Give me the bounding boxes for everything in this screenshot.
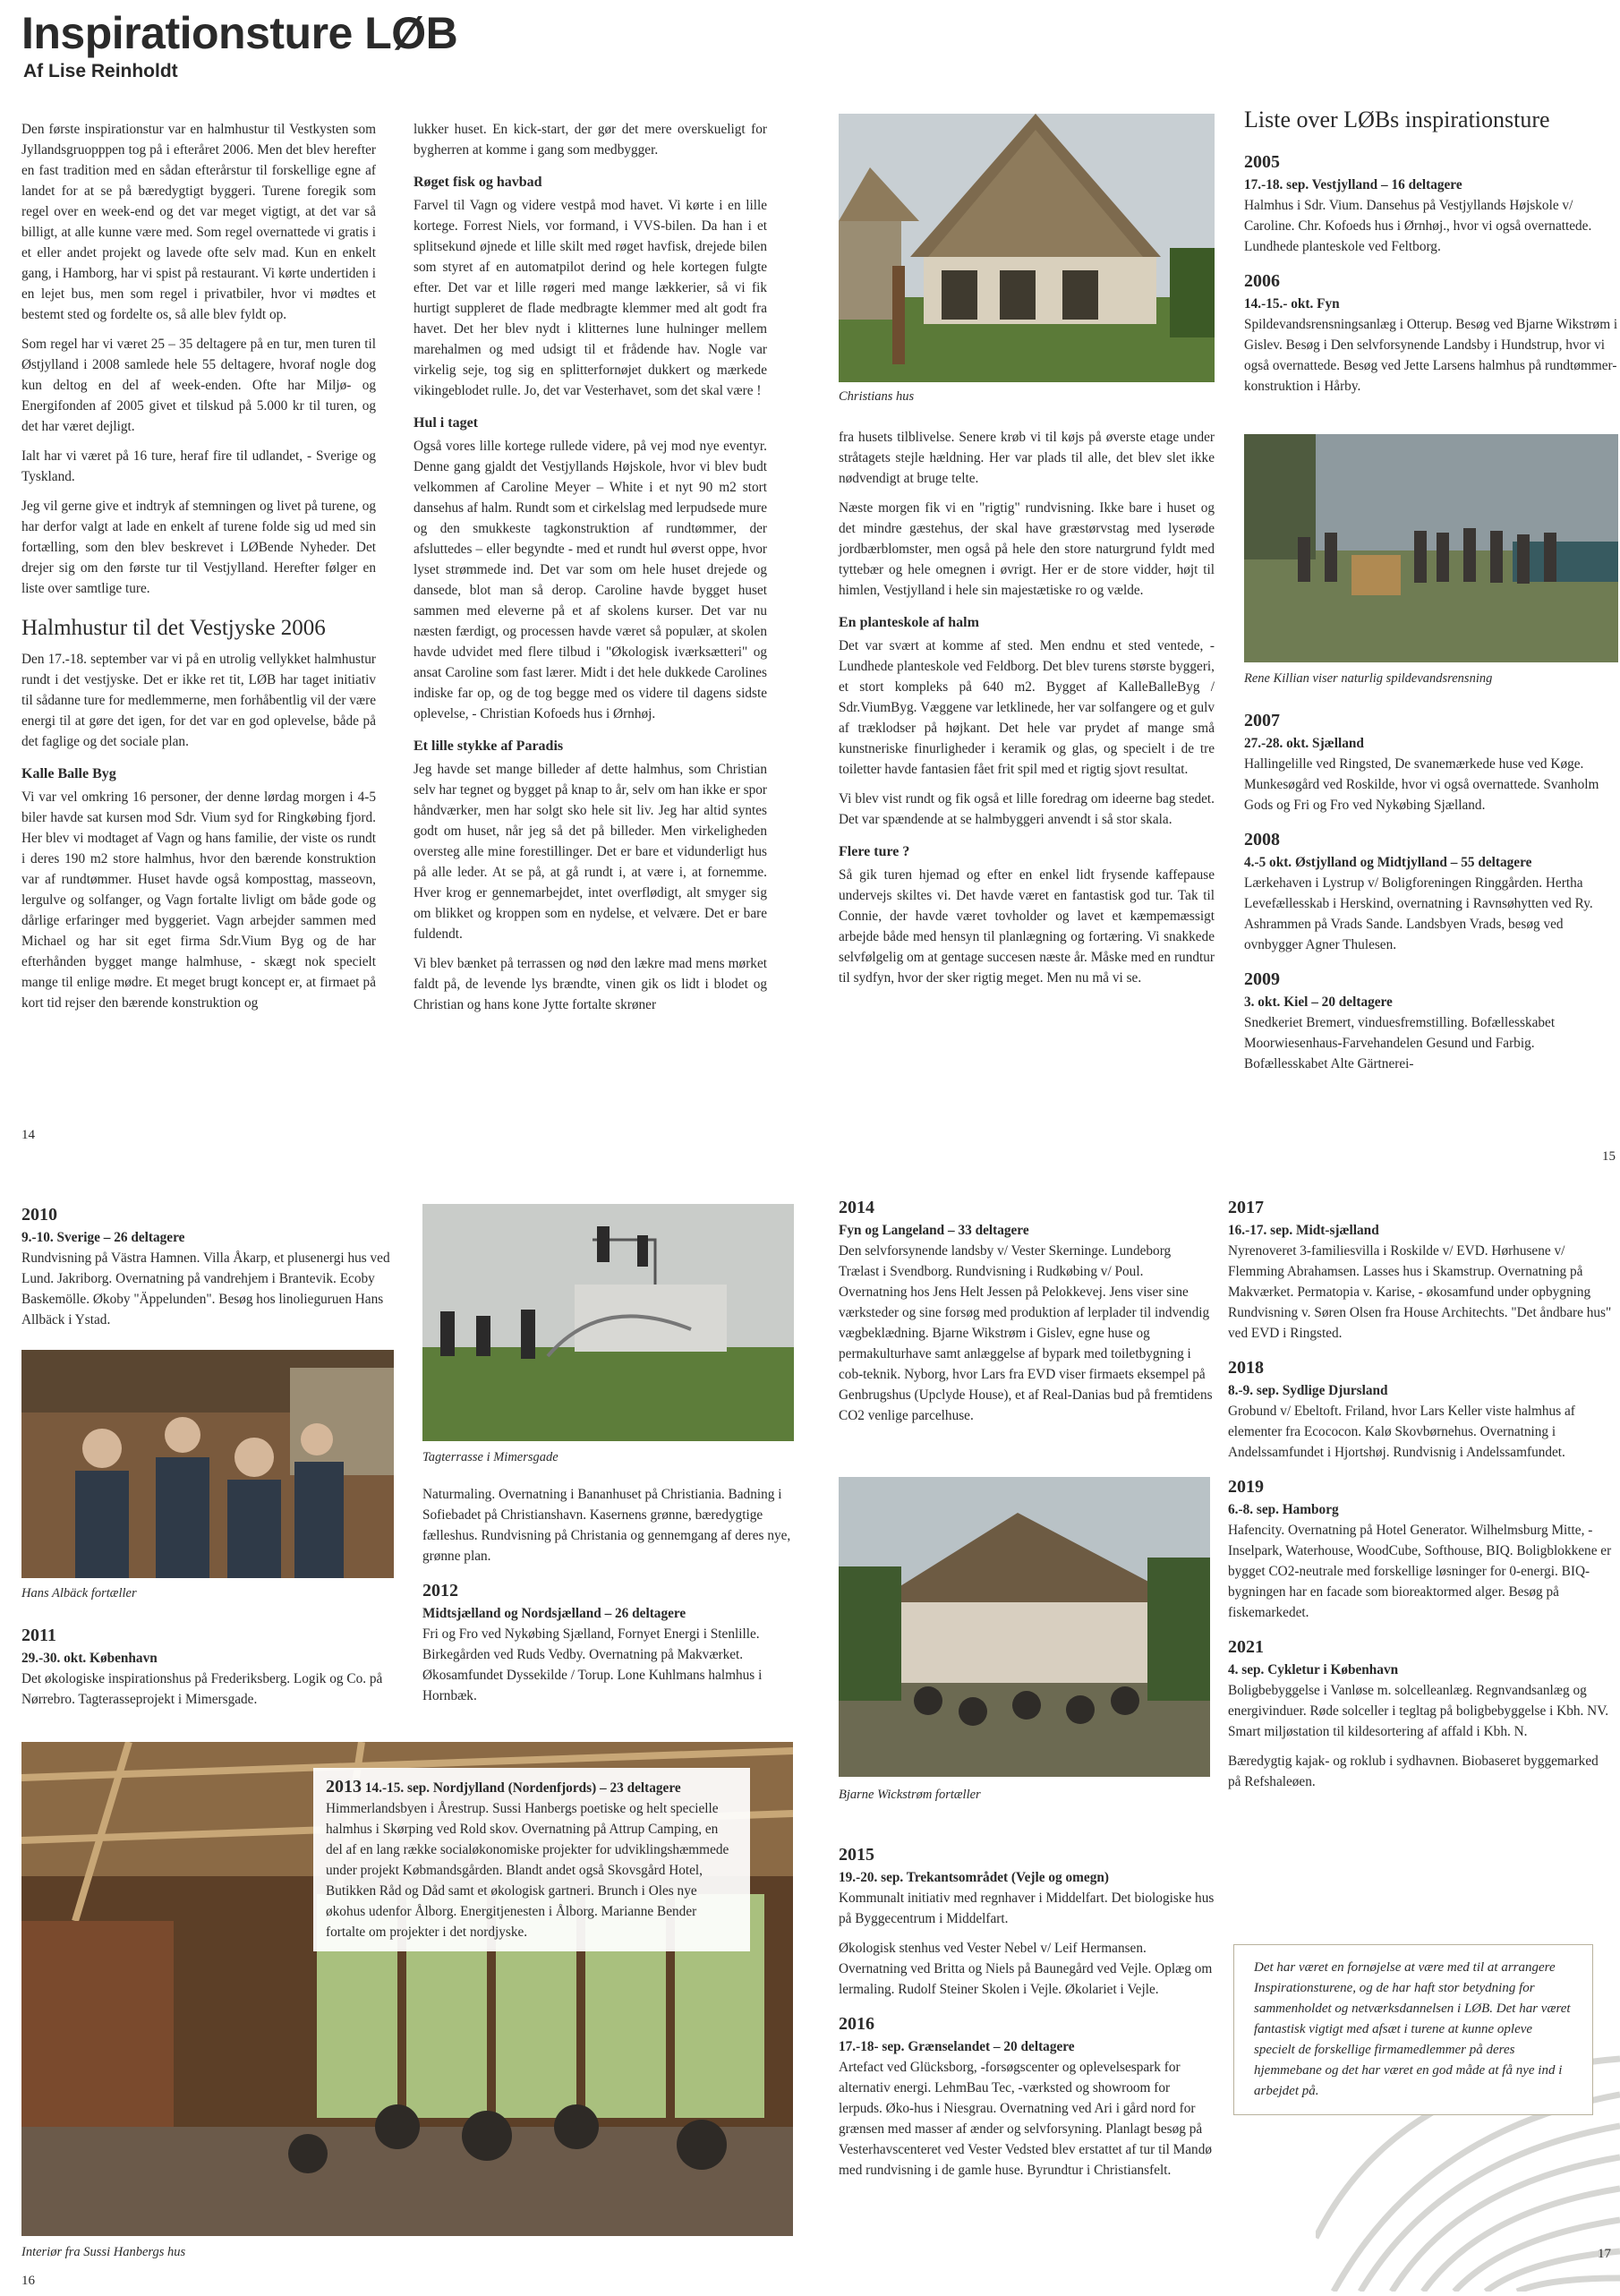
year-heading: 2013 (326, 1777, 362, 1797)
tour-description: Rundvisning på Västra Hamnen. Villa Åkarp, et plusenergi hus ved Lund. Jakriborg. Overnatning på vandrehjem i Brantevik. Ecoby Baskemölle. Økoby "Äppelunden". Besøg hos linolieguruen Hans Allbäck i Ystad. (21, 1250, 390, 1327)
page-number: 14 (21, 1128, 35, 1142)
tour-description: Halmhus i Sdr. Vium. Dansehus på Vestjyllands Højskole v/ Caroline. Chr. Kofoeds hus i Ørnhøj., hvor vi også overnattede. Lundhede planteskole ved Feltborg. (1244, 198, 1592, 254)
photo-christians-hus (839, 114, 1215, 382)
year-heading: 2008 (1244, 830, 1280, 849)
paragraph: Vi blev bænket på terrassen og nød den lækre mad mens mørket faldt på, de levende lys brændte, vinen gik os lidt i blodet og Christian og hans kone Jytte fortalte skrøner (414, 956, 767, 1012)
tour-event: 14.-15.- okt. Fyn (1244, 296, 1340, 312)
paragraph: Den 17.-18. september var vi på en utrolig vellykket halmhustur rundt i det vestjyske. Det er ikke ret tit, LØB har taget initiativ til sådanne ture for medlemmerne, men forhåbentlig vil der være energi til at gøre det igen, for det var en god oplevelse, både på det faglige og det sociale plan. (21, 652, 376, 749)
tour-description: Bæredygtig kajak- og roklub i sydhavnen. Biobaseret byggemarked på Refshaleøen. (1228, 1754, 1599, 1789)
year-heading: 2011 (21, 1626, 56, 1645)
year-heading: 2012 (422, 1581, 458, 1600)
list-title: Liste over LØBs inspirationsture (1244, 107, 1550, 132)
author-byline: Af Lise Reinholdt (23, 61, 178, 81)
tour-event: 17.-18. sep. Vestjylland – 16 deltagere (1244, 177, 1462, 192)
tour-list-2012 (422, 1484, 797, 1706)
intro-paragraph: Som regel har vi været 25 – 35 deltagere på en tur, men turen til Østjylland i 2008 samlede hele 55 deltagere, hvoraf nogle dog kun deltog en del af week-enden. Ofte har Miljø- og Energifonden af 2005 givet et tilskud på 5.000 kr til turen, og det har været dejligt. (21, 337, 376, 434)
year-heading: 2009 (1244, 969, 1280, 989)
tour-description: Himmerlandsbyen i Årestrup. Sussi Hanbergs poetiske og helt specielle halmhus i Skørping ved Rold skov. Overnatning på Attrup Camping, en del af en lang række socialøkonomiske projekter for udviklingshæmmede under projekt Købmandsgården. Blandt andet også Skovsgård Hotel, Butikken Råd og Dåd samt et økologisk gartneri. Brunch i Oles nye økohus udenfor Ålborg. Energitjenesten i Ålborg. Marianne Bender fortalte om projekter i det nordjyske. (326, 1801, 729, 1940)
photo-caption: Tagterrasse i Mimersgade (422, 1450, 558, 1464)
tour-list-2017-2021 (1228, 1183, 1615, 1792)
tour-list-2011 (21, 1611, 397, 1710)
page-title: Inspirationsture LØB (21, 8, 458, 58)
tour-description: Artefact ved Glücksborg, -forsøgscenter og oplevelsespark for alternativ energi. LehmBau Tec, -værksted og showroom for lerpuds. Øko-hus i Niesgrau. Overnatning ved Ari i gård nord for grænsen med masser af ænder og selvforsyning. Planlagt besøg på Vesterhavscenteret ved Vester Vedsted blev erstattet af tur til Mandø med rundvisning i de gamle huse. Byrundtur i Christiansfelt. (839, 2060, 1212, 2178)
tour-event: 6.-8. sep. Hamborg (1228, 1502, 1339, 1517)
article-column-3 (839, 427, 1215, 997)
photo-caption: Rene Killian viser naturlig spildevandsrensning (1244, 671, 1493, 686)
paragraph: fra husets tilblivelse. Senere krøb vi til køjs på øverste etage under stråtagets stejle hældning. Her var plads til alle, det blev slet ikke nødvendigt at bruge telte. (839, 430, 1215, 486)
subheading: Hul i taget (414, 415, 478, 431)
paragraph: Vi blev vist rundt og fik også et lille foredrag om ideerne bag stedet. Det var spændende at se halmbyggeri anvendt i så stor skala. (839, 791, 1215, 827)
tour-event: 17.-18- sep. Grænselandet – 20 deltagere (839, 2039, 1075, 2054)
year-heading: 2016 (839, 2014, 874, 2034)
tour-event: 27.-28. okt. Sjælland (1244, 736, 1364, 751)
page-number: 16 (21, 2274, 35, 2288)
tour-event: 29.-30. okt. København (21, 1651, 158, 1666)
subheading: Kalle Balle Byg (21, 766, 116, 781)
photo-tagterrasse (422, 1204, 794, 1441)
paragraph: lukker huset. En kick-start, der gør det mere overskueligt for bygherren at komme i gang som medbygger. (414, 122, 767, 158)
tour-description: Kommunalt initiativ med regnhaver i Middelfart. Det biologiske hus på Byggecentrum i Middelfart. (839, 1891, 1215, 1926)
photo-caption: Hans Albäck fortæller (21, 1586, 137, 1600)
subheading: Røget fisk og havbad (414, 175, 542, 190)
paragraph: Jeg havde set mange billeder af dette halmhus, som Christian selv har tegnet og bygget på knap to år, selv om han ikke er spor håndværker, men har solgt sko hele sit liv. Jeg har altid syntes godt om huset, når jeg så det på billeder. Men virkeligheden oversteg alle mine forestillinger. Det er bare et vidunderligt hus på alle leder. At se på, at gå rundt i, at være i, at fornemme. Hver krog er gennemarbejdet, intet overflødigt, alt smyger sig om blikket og kroppen som en nydelse, et velvære. Det er bare fuldendt. (414, 762, 767, 942)
tour-description: Hafencity. Overnatning på Hotel Generator. Wilhelmsburg Mitte, - Inselpark, Waterhouse, WoodCube, Softhouse, BIQ. Boligblokkene er bygget CO2-neutrale med forskellige løsninger for 0-energi. BIQ-bygningen har en facade som bioreaktormed alger. Besøg på fiskemarkedet. (1228, 1523, 1612, 1620)
paragraph: Næste morgen fik vi en "rigtig" rundvisning. Ikke bare i huset og det mindre gæstehus, der skal have græstørvstag med lyserøde jordbærblomster, men også på hele den store naturgrund fyldt med tyttebær og hele omegnen i øvrigt. Her er de store vidder, højt til himlen, Vestjylland i hele sin majestætiske ro og vælde. (839, 500, 1215, 598)
year-heading: 2015 (839, 1845, 874, 1865)
tour-event: 4. sep. Cykletur i København (1228, 1662, 1399, 1677)
paragraph: Det var svært at komme af sted. Men endnu et sted ventede, - Lundhede planteskole ved Feldborg. Det blev turens største byggeri, et stort kompleks på 640 m2. Bygget af KalleBalleByg / Sdr.ViumByg. Væggene var letklinede, her var solfangere og et gulv af træklodser på højkant. Det hele var prydet af mange små kunstneriske finurligheder i keramik og glas, og specielt i de tre toiletter havde fantasien fået frit spil med et rigtig sjovt resultat. (839, 638, 1215, 777)
article-column-1 (21, 119, 376, 1022)
tour-event: Midtsjælland og Nordsjælland – 26 deltagere (422, 1606, 686, 1621)
subheading: Et lille stykke af Paradis (414, 738, 564, 754)
tour-event: 9.-10. Sverige – 26 deltagere (21, 1230, 185, 1245)
tour-event: 8.-9. sep. Sydlige Djursland (1228, 1383, 1388, 1398)
intro-paragraph: Jeg vil gerne give et indtryk af stemningen og livet på turene, og har derfor valgt at lade en enkelt af turene folde sig ud med sin fortælling, som den blev beskrevet i LØBende Nyheder. Det drejer sig om den første tur til Vestjylland. Herefter følger en liste over samtlige ture. (21, 499, 376, 596)
tour-list-2013 (313, 1768, 750, 1951)
quote-box (1233, 1944, 1593, 2115)
year-heading: 2018 (1228, 1358, 1264, 1378)
page-number: 17 (1598, 2247, 1611, 2261)
tour-list-2014 (839, 1183, 1215, 1426)
intro-paragraph: Den første inspirationstur var en halmhustur til Vestkysten som Jyllandsgruopppen tog på i efteråret 2006. Men det blev herefter en fast tradition med en sådan efterårstur til forskellige egne af landet for at se på bæredygtigt byggeri. Turene foregik som regel over en week-end og det var meget vigtigt, at det var så billigt, at alle kunne være med. Som regel overnattede vi gratis i et eller andet projekt og lavede ofte selv mad. Kun en enkelt gang, i Hamborg, har vi spist på restaurant. Vi kørte undertiden i en lejet bus, men som regel i privatbiler, hvor vi mødtes et bestemt sted og fordelte os, så alle blev fyldt op. (21, 122, 376, 322)
page-number: 15 (1602, 1149, 1616, 1164)
photo-hans-alback (21, 1350, 394, 1578)
tour-description: Boligbebyggelse i Vanløse m. solcelleanlæg. Regnvandsanlæg og energivinduer. Røde solceller i tegltag på boligbebyggelse i Kbh. NV. Smart miljøstation til kildesortering af affald i Kbh. N. (1228, 1683, 1609, 1739)
intro-paragraph: Ialt har vi været på 16 ture, heraf fire til udlandet, - Sverige og Tyskland. (21, 448, 376, 484)
tour-description: Grobund v/ Ebeltoft. Friland, hvor Lars Keller viste halmhus af elementer fra Ecococon. Kalø Skovbørnehus. Overnatning i Andelssamfundet i Hjortshøj. Rundvisnig i Andelssamfundet. (1228, 1404, 1575, 1460)
paragraph: Også vores lille kortege rullede videre, på vej mod nye eventyr. Denne gang gjaldt det Vestjyllands Højskole, hvor vi blev budt velkommen af Caroline Meyer – White i et nyt 90 m2 stort dansehus af halm. Rundt som et cirkelslag med lerpudsede mure og den smukkeste tagkonstruktion af rundtømmer, der afsluttedes – eller begyndte - med et rundt hul øverst oppe, hvor lyset strømmede ind. Det var som om hele huset drejede og dansede, blot man så derop. Caroline havde bygget huset sammen med eleverne på et af skolens kurser. Det var nu næsten færdigt, og processen havde været så populær, at skolen havde udvidet med flere tilbud i "Økologisk iværksætteri" og ansat Caroline som fast lærer. Midt i det hele dukkede Carolines indiske far op, og de tog begge med os videre til dagens sidste oplevelse, - Christian Kofoeds hus i Ørnhøj. (414, 439, 767, 721)
year-heading: 2017 (1228, 1198, 1264, 1217)
section-heading: Halmhustur til det Vestjyske 2006 (21, 616, 326, 640)
photo-caption: Christians hus (839, 389, 915, 404)
tour-description: Spildevandsrensningsanlæg i Otterup. Besøg ved Bjarne Wikstrøm i Gislev. Besøg i Den selvforsynende Landsby i Hundstrup, hvor vi også overnattede. Besøg ved Jette Larsens halmhus på rundtømmer-konstruktion i Hårby. (1244, 317, 1618, 394)
tour-list-2010 (21, 1191, 397, 1330)
tour-list-lower (1244, 696, 1618, 1074)
tour-event: Fyn og Langeland – 33 deltagere (839, 1223, 1029, 1238)
photo-rene-killian (1244, 434, 1618, 662)
tour-description: Økologisk stenhus ved Vester Nebel v/ Leif Hermansen. Overnatning ved Britta og Niels på Baunegård ved Vejle. Oplæg om lermaling. Rudolf Steiner Skolen i Vejle. Økolariet i Vejle. (839, 1941, 1213, 1997)
tour-description: Den selvforsynende landsby v/ Vester Skerninge. Lundeborg Trælast i Svendborg. Rundvisning i Rudkøbing v/ Poul. Overnatning hos Jens Helt Jessen på Pelokkevej. Jens viser sine værksteder og sine forsøg med produktion af lerplader til indvendig vægbeklædning. Bjarne Wikstrøm i Gislev, egne huse og permakulturhave samt anlæggelse af bypark med toiletbygning i cob-teknik. Nyborg, hvor Lars fra EVD viser firmaets eksempel på Genbrugshus (Upclyde House), et af Real-Danias bud på fremtidens CO2 venlige parcelhuse. (839, 1243, 1213, 1423)
quote-text: Det har været en fornøjelse at være med til at arrangere Inspirationsturene, og de har haft stor betydning for sammenholdet og netværksdannelsen i LØB. Det har været fantastisk vigtigt med afsæt i turene at kunne opleve specielt de forskellige firmamedlemmer på deres hjemmebane og det har været en god måde at få nye ind i arbejdet på. (1254, 1960, 1571, 2098)
year-heading: 2021 (1228, 1637, 1264, 1657)
year-heading: 2005 (1244, 152, 1280, 172)
tour-event: 16.-17. sep. Midt-sjælland (1228, 1223, 1379, 1238)
photo-caption: Interiør fra Sussi Hanbergs hus (21, 2245, 186, 2259)
tour-description: Fri og Fro ved Nykøbing Sjælland, Fornyet Energi i Stenlille. Birkegården ved Ruds Vedby. Overnatning på Makværket. Økosamfundet Dyssekilde / Torup. Lone Kuhlmans halmhus i Hornbæk. (422, 1626, 763, 1703)
tour-list-2015-2016 (839, 1831, 1215, 2181)
year-heading: 2006 (1244, 271, 1280, 291)
subheading: Flere ture ? (839, 844, 910, 859)
tour-description: Snedkeriet Bremert, vinduesfremstilling. Bofællesskabet Moorwiesenhaus-Farvehandelen Gesund und Farbig. Bofællesskabet Alte Gärtnerei- (1244, 1015, 1556, 1071)
photo-caption: Bjarne Wickstrøm fortæller (839, 1788, 981, 1802)
tour-list-upper (1244, 138, 1618, 397)
article-column-2 (414, 119, 767, 1024)
paragraph: Vi var vel omkring 16 personer, der denne lørdag morgen i 4-5 biler havde sat kursen mod Sdr. Vium syd for Ringkøbing fjord. Her blev vi modtaget af Vagn og hans familie, der viste os rundt i deres 190 m2 store halmhus, hvor den bærende konstruktion var af rundtømmer. Huset havde også komposttag, masseovn, lergulve og solfanger, og Vagn fortalte livligt om både gode og dårlige erfaringer med byggeriet. Vagn arbejder sammen med Michael og har sit eget firma Sdr.Vium Byg og de har efterhånden bygget mange halmhuse, - skægt nok specielt mange til enlige mødre. Et meget brugt koncept er, at firmaet på kort tid rejser den bærende konstruktion og (21, 790, 376, 1011)
tour-description: Lærkehaven i Lystrup v/ Boligforeningen Ringgården. Hertha Levefællesskab i Herskind, overnatning i Ravnsøhytten ved Ry. Ashrammen på Vrads Sande. Landsbyen Vrads, besøg ved ovnbygger Agner Thulesen. (1244, 875, 1593, 952)
paragraph: Så gik turen hjemad og efter en enkel lidt frysende kaffepause undervejs skiltes vi. Det havde været en fantastisk god tur. Tak til Connie, der havde været tovholder og lavet et kæmpemæssigt arbejde både med hensyn til planlægning og fortæring. Vi snakkede selvfølgelig om at gentage succesen næste år. Måske med en rundtur til sydfyn, hvor der sker rigtig meget. Men nu må vi se. (839, 867, 1215, 986)
year-heading: 2007 (1244, 711, 1280, 730)
tour-event: 4.-5 okt. Østjylland og Midtjylland – 55 deltagere (1244, 855, 1532, 870)
tour-description: Hallingelille ved Ringsted, De svanemærkede huse ved Køge. Munkesøgård ved Roskilde, hvor vi også overnattede. Svanholm Gods og Fri og Fro ved Nykøbing Sjælland. (1244, 756, 1599, 813)
paragraph: Farvel til Vagn og videre vestpå mod havet. Vi kørte i en lille kortege. Forrest Niels, vor formand, i VVS-bilen. Da han i et splitsekund øjnede et lille skilt med røget havfisk, drejede bilen som styret af en automatpilot derind og hele kortegen fulgte efter. Det var et lille røgeri med mange lækkerier, så vi fik hurtigt suppleret de flade medbragte klemmer med alt godt fra havet. Det her blev nydt i klitternes lune hulninger mellem marehalmen og med udsigt til et frådende hav. Nogle var virkelig seje, tog sig en splitterfornøjet dukkert og mærkede vikingeblodet rulle. Jo, det var Vesterhavet, som det skal være ! (414, 198, 767, 398)
tour-description: Nyrenoveret 3-familiesvilla i Roskilde v/ EVD. Hørhusene v/ Flemming Abrahamsen. Lasses hus i Skamstrup. Overnatning på Makværket. Permatopia v. Karise, - økosamfund under opbygning Rundvisning v. Søren Olsen fra House Architechts. "Det åndbare hus" ved EVD i Ringsted. (1228, 1243, 1612, 1341)
tour-event: 14.-15. sep. Nordjylland (Nordenfjords) – 23 deltagere (362, 1780, 681, 1796)
tour-event: 3. okt. Kiel – 20 deltagere (1244, 994, 1393, 1010)
subheading: En planteskole af halm (839, 615, 979, 630)
tour-description: Naturmaling. Overnatning i Bananhuset på Christiania. Badning i Sofiebadet på Christianshavn. Kasernens grønne, bæredygtige fælleshus. Rundvisning på Christania og gennemgang af deres nye, grønne plan. (422, 1487, 791, 1564)
year-heading: 2014 (839, 1198, 874, 1217)
year-heading: 2019 (1228, 1477, 1264, 1497)
tour-event: 19.-20. sep. Trekantsområdet (Vejle og omegn) (839, 1870, 1109, 1885)
year-heading: 2010 (21, 1205, 57, 1225)
tour-description: Det økologiske inspirationshus på Frederiksberg. Logik og Co. på Nørrebro. Tagterasseprojekt i Mimersgade. (21, 1671, 383, 1707)
photo-bjarne (839, 1477, 1210, 1777)
